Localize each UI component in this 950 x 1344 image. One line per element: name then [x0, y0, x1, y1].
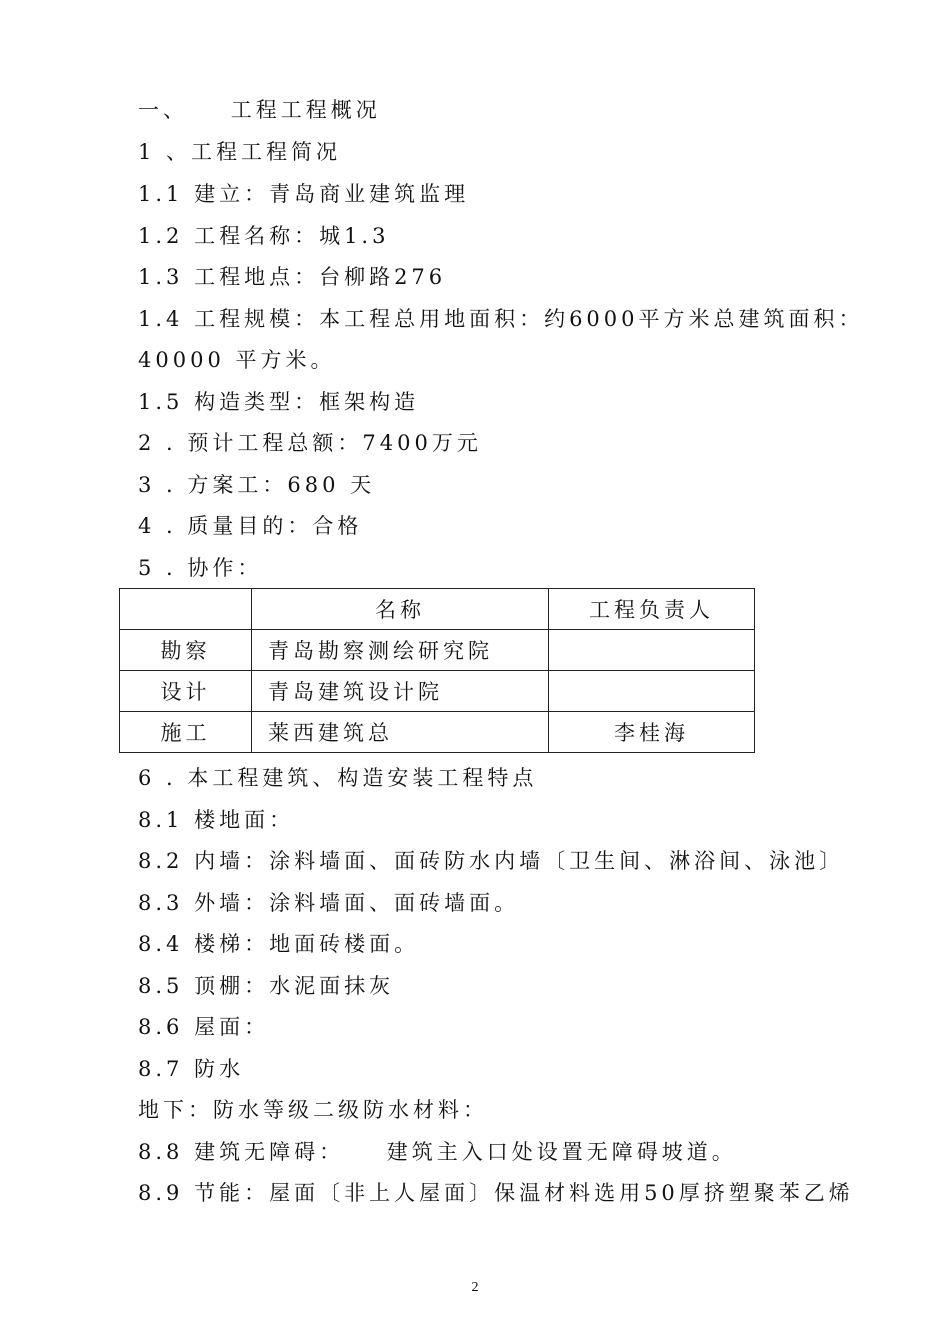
- table-header-cell: 工程负责人: [549, 589, 755, 630]
- table-cell: [549, 671, 755, 712]
- table-cell: 李桂海: [549, 712, 755, 753]
- table-row: [120, 671, 755, 712]
- text-line: 8.8 建筑无障碍： 建筑主入口处设置无障碍坡道。: [138, 1140, 737, 1164]
- section-heading: 一、 工程工程概况: [138, 98, 381, 122]
- text-line: 1.1 建立：青岛商业建筑监理: [138, 182, 470, 206]
- table-header-cell: [120, 589, 252, 630]
- text-line: 1.3 工程地点：台柳路276: [138, 265, 447, 289]
- text-line: 1.2 工程名称：城1.3: [138, 224, 390, 248]
- text-line: 地下：防水等级二级防水材料：: [138, 1098, 488, 1122]
- subsection-heading: 1 、工程工程简况: [138, 140, 342, 164]
- text-line: 3 . 方案工：680 天: [138, 473, 376, 497]
- table-cell: 施工: [120, 712, 252, 753]
- table-cell: 勘察: [120, 630, 252, 671]
- text-line: 40000 平方米。: [138, 348, 336, 372]
- table-row: [120, 712, 755, 753]
- table-cell: 设计: [120, 671, 252, 712]
- table-header-cell: 名称: [252, 589, 549, 630]
- page-number: 2: [471, 1280, 479, 1295]
- text-line: 2 . 预计工程总额：7400万元: [138, 431, 482, 455]
- text-line: 1.5 构造类型：框架构造: [138, 390, 420, 414]
- text-line: 8.4 楼梯：地面砖楼面。: [138, 932, 420, 956]
- text-line: 8.9 节能：屋面〔非上人屋面〕保温材料选用50厚挤塑聚苯乙烯: [138, 1181, 854, 1205]
- text-line: 8.2 内墙：涂料墙面、面砖防水内墙〔卫生间、淋浴间、泳池〕: [138, 849, 845, 873]
- table-cell: [549, 630, 755, 671]
- text-line: 8.7 防水: [138, 1057, 245, 1081]
- text-line: 8.1 楼地面：: [138, 808, 295, 832]
- table-row: [120, 630, 755, 671]
- text-line: 8.5 顶棚：水泥面抹灰: [138, 974, 395, 998]
- text-line: 8.6 屋面：: [138, 1015, 270, 1039]
- text-line: 8.3 外墙：涂料墙面、面砖墙面。: [138, 891, 520, 915]
- collaboration-table: [119, 588, 755, 753]
- table-header-row: [120, 589, 755, 630]
- table-cell: 莱西建筑总: [252, 712, 549, 753]
- text-line: 1.4 工程规模：本工程总用地面积：约6000平方米总建筑面积：: [138, 307, 864, 331]
- text-line: 6 . 本工程建筑、构造安装工程特点: [138, 766, 538, 790]
- table-cell: 青岛勘察测绘研究院: [252, 630, 549, 671]
- text-line: 5 . 协作：: [138, 556, 263, 580]
- text-line: 4 . 质量目的：合格: [138, 514, 363, 538]
- table-cell: 青岛建筑设计院: [252, 671, 549, 712]
